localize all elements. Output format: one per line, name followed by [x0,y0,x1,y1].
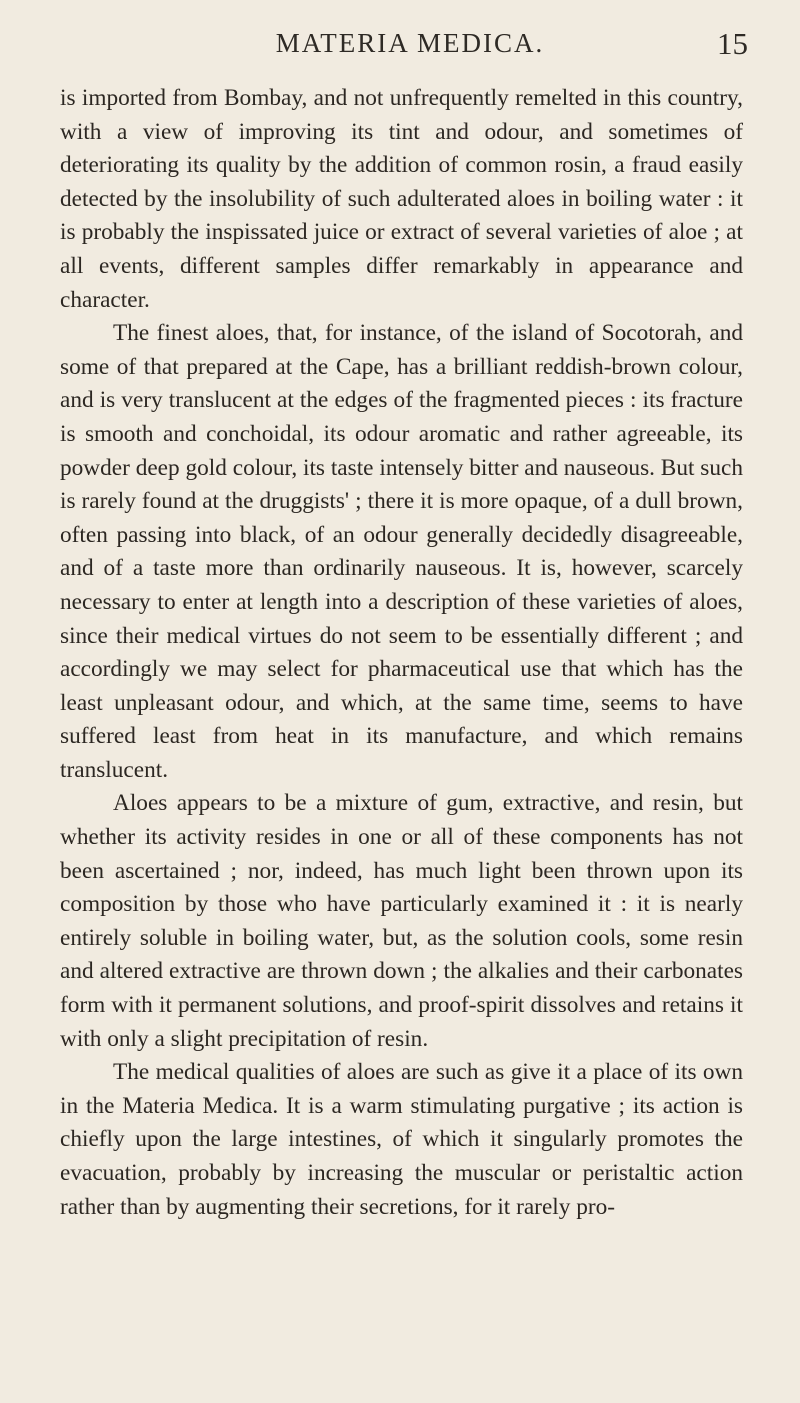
paragraph-composition: Aloes appears to be a mixture of gum, extractive, and resin, but whether its activity resides in one or all of these components has not been ascertained ; nor, indeed, has much light been thrown upon its composition by those who have particularly examined it : it is nearly entirely soluble in boiling water, but, as the solution cools, some resin and altered extractive are thrown down ; the alkalies and their carbonates form with it permanent solutions, and proof-spirit dissolves and retains it with only a slight precipitation of resin. [60,790,743,1052]
running-title: MATERIA MEDICA. [275,28,545,58]
paragraph-continuation: is imported from Bombay, and not unfrequently remelted in this country, with a view of improving its tint and odour, and sometimes of deteriorating its quality by the addition of common rosin, a fraud easily detected by the insolubility of such adulterated aloes in boiling water : it is probably the inspissated juice or extract of several varieties of aloe ; at all events, different samples differ remarkably in appearance and character. [60,85,743,313]
page-number: 15 [717,26,748,61]
running-head [60,28,760,68]
body-text [60,82,743,1224]
paragraph-medical-qualities: The medical qualities of aloes are such as give it a place of its own in the Materia Medica. It is a warm stimulating purgative ; its action is chiefly upon the large intestines, of which it singularly promotes the evacuation, probably by increasing the muscular or peristaltic action rather than by augmenting their secretions, for it rarely pro- [60,1059,743,1220]
paragraph-finest-aloes: The finest aloes, that, for instance, of the island of Socotorah, and some of that prepared at the Cape, has a brilliant reddish-brown colour, and is very translucent at the edges of the fragmented pieces : its fracture is smooth and conchoidal, its odour aromatic and rather agreeable, its powder deep gold colour, its taste intensely bitter and nauseous. But such is rarely found at the druggists' ; there it is more opaque, of a dull brown, often passing into black, of an odour generally decidedly disagreeable, and of a taste more than ordinarily nauseous. It is, however, scarcely necessary to enter at length into a description of these varieties of aloes, since their medical virtues do not seem to be essentially different ; and accordingly we may select for pharmaceutical use that which has the least unpleasant odour, and which, at the same time, seems to have suffered least from heat in its manufacture, and which remains translucent. [60,320,743,783]
